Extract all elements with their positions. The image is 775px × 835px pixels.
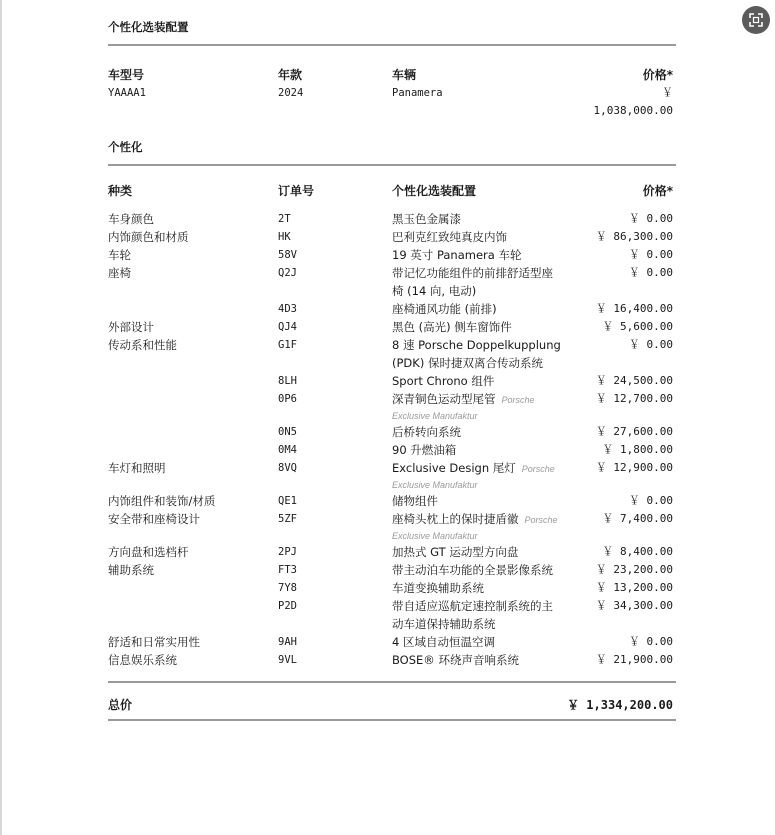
option-code: P2D: [278, 600, 297, 612]
option-category: 内饰组件和装饰/材质: [108, 494, 216, 508]
option-code: G1F: [278, 339, 297, 351]
option-code: Q2J: [278, 267, 297, 279]
option-code: 4D3: [278, 303, 297, 315]
model-row: [108, 84, 676, 120]
option-code: FT3: [278, 564, 297, 576]
option-category: 座椅: [108, 266, 131, 280]
option-description: [392, 543, 582, 561]
option-category: 车身颜色: [108, 212, 154, 226]
option-price: ￥ 27,600.00: [595, 425, 673, 438]
section-title-personalization: 个性化: [108, 140, 143, 154]
option-category: 外部设计: [108, 320, 154, 334]
option-price: ￥ 23,200.00: [595, 563, 673, 576]
option-price: ￥ 21,900.00: [595, 653, 673, 666]
option-description: [392, 492, 582, 510]
expand-button[interactable]: [742, 6, 770, 34]
option-description-line: 加热式 GT 运动型方向盘: [392, 545, 519, 559]
option-description-line: 后桥转向系统: [392, 425, 461, 439]
option-code: QE1: [278, 495, 297, 507]
header-option-price: 价格*: [642, 184, 673, 198]
option-description: [392, 264, 582, 300]
option-description: [392, 300, 582, 318]
option-description-line: [392, 459, 582, 478]
option-code: 0M4: [278, 444, 297, 456]
brand-sublabel: Exclusive Manufaktur: [392, 480, 478, 490]
table-row: [108, 336, 676, 372]
option-code: 2PJ: [278, 546, 297, 558]
table-row: [108, 510, 676, 543]
option-description-line: [392, 390, 582, 409]
model-code: YAAAA1: [108, 87, 146, 99]
option-price: ￥ 1,800.00: [602, 443, 673, 456]
option-description-line: 动车道保持辅助系统: [392, 617, 496, 631]
option-code: 7Y8: [278, 582, 297, 594]
option-description: [392, 579, 582, 597]
brand-label: Porsche: [524, 515, 558, 525]
option-description-line: BOSE® 环绕声音响系统: [392, 653, 519, 667]
option-price: ￥ 86,300.00: [595, 230, 673, 243]
header-vehicle: 车辆: [392, 68, 417, 82]
option-description: [392, 441, 582, 459]
option-list: [108, 210, 676, 669]
table-row: [108, 597, 676, 633]
header-model-code: 车型号: [108, 68, 145, 82]
option-description-text: 座椅头枕上的保时捷盾徽: [392, 512, 519, 526]
option-description: [392, 633, 582, 651]
table-row: [108, 579, 676, 597]
model-header-row: [108, 66, 676, 84]
option-description-line: [392, 510, 582, 529]
model-price-value: 1,038,000.00: [593, 104, 673, 117]
table-row: [108, 246, 676, 264]
brand-sublabel: Exclusive Manufaktur: [392, 531, 478, 541]
option-price: ￥ 5,600.00: [602, 320, 673, 333]
section-title-configuration: 个性化选装配置: [108, 20, 189, 34]
option-description: [392, 459, 582, 492]
option-description: [392, 246, 582, 264]
option-description-line: 椅 (14 向, 电动): [392, 284, 477, 298]
option-description-line: 车道变换辅助系统: [392, 581, 484, 595]
option-description: [392, 423, 582, 441]
option-code: HK: [278, 231, 291, 243]
model-price-currency: ￥: [662, 86, 673, 99]
option-category: 辅助系统: [108, 563, 154, 577]
option-price: ￥ 12,900.00: [595, 461, 673, 474]
table-row: [108, 210, 676, 228]
option-code: 5ZF: [278, 513, 297, 525]
option-category: 传动系和性能: [108, 338, 177, 352]
option-code: 2T: [278, 213, 291, 225]
option-category: 安全带和座椅设计: [108, 512, 200, 526]
option-category: 车轮: [108, 248, 131, 262]
brand-sublabel: Exclusive Manufaktur: [392, 411, 478, 421]
option-price: ￥ 12,700.00: [595, 392, 673, 405]
option-description-line: 19 英寸 Panamera 车轮: [392, 248, 522, 262]
option-description: [392, 510, 582, 543]
total-amount: ￥ 1,334,200.00: [567, 698, 673, 712]
option-price: ￥ 0.00: [628, 635, 673, 648]
header-option: 个性化选装配置: [392, 184, 477, 198]
table-row: [108, 318, 676, 336]
option-description-line: 带自适应巡航定速控制系统的主: [392, 599, 553, 613]
option-description-line: 带记忆功能组件的前排舒适型座: [392, 266, 553, 280]
option-code: 0P6: [278, 393, 297, 405]
table-row: [108, 633, 676, 651]
option-description: [392, 210, 582, 228]
option-category: 车灯和照明: [108, 461, 166, 475]
option-description-line: 座椅通风功能 (前排): [392, 302, 497, 316]
option-description-line: (PDK) 保时捷双离合传动系统: [392, 356, 543, 370]
option-description: [392, 390, 582, 423]
option-code: 0N5: [278, 426, 297, 438]
option-description-line: 8 速 Porsche Doppelkupplung: [392, 338, 561, 352]
option-code: QJ4: [278, 321, 297, 333]
table-row: [108, 390, 676, 423]
configuration-document: [108, 18, 676, 721]
option-code: 9VL: [278, 654, 297, 666]
options-header-row: [108, 182, 676, 200]
option-description: [392, 597, 582, 633]
option-description: [392, 372, 582, 390]
option-description-line: 黑色 (高光) 侧车窗饰件: [392, 320, 512, 334]
option-price: ￥ 24,500.00: [595, 374, 673, 387]
table-row: [108, 441, 676, 459]
header-order-no: 订单号: [278, 184, 315, 198]
option-price: ￥ 0.00: [628, 494, 673, 507]
option-category: 舒适和日常实用性: [108, 635, 200, 649]
option-category: 内饰颜色和材质: [108, 230, 189, 244]
option-description: [392, 561, 582, 579]
model-vehicle: Panamera: [392, 87, 443, 99]
option-category: 信息娱乐系统: [108, 653, 177, 667]
option-description-line: 储物组件: [392, 494, 438, 508]
option-code: 8VQ: [278, 462, 297, 474]
option-price: ￥ 7,400.00: [602, 512, 673, 525]
option-price: ￥ 0.00: [628, 212, 673, 225]
option-price: ￥ 0.00: [628, 338, 673, 351]
header-year: 年款: [278, 68, 303, 82]
divider: [108, 719, 676, 721]
table-row: [108, 300, 676, 318]
header-price: 价格*: [642, 68, 673, 82]
option-description-line: 巴利克红致纯真皮内饰: [392, 230, 507, 244]
table-row: [108, 372, 676, 390]
option-price: ￥ 34,300.00: [595, 599, 673, 612]
header-category: 种类: [108, 184, 133, 198]
option-code: 9AH: [278, 636, 297, 648]
option-description-text: 深青铜色运动型尾管: [392, 392, 496, 406]
option-description-line: 带主动泊车功能的全景影像系统: [392, 563, 553, 577]
table-row: [108, 651, 676, 669]
option-description-text: Exclusive Design 尾灯: [392, 461, 516, 475]
table-row: [108, 264, 676, 300]
option-code: 58V: [278, 249, 297, 261]
option-description: [392, 651, 582, 669]
table-row: [108, 423, 676, 441]
option-description-line: 4 区域自动恒温空调: [392, 635, 495, 649]
table-row: [108, 459, 676, 492]
option-price: ￥ 0.00: [628, 266, 673, 279]
table-row: [108, 228, 676, 246]
brand-label: Porsche: [521, 464, 555, 474]
option-description-line: 90 升燃油箱: [392, 443, 457, 457]
total-row: [108, 695, 676, 715]
expand-icon: [749, 13, 763, 27]
option-price: ￥ 16,400.00: [595, 302, 673, 315]
option-description: [392, 318, 582, 336]
table-row: [108, 561, 676, 579]
option-code: 8LH: [278, 375, 297, 387]
option-category: 方向盘和选档杆: [108, 545, 189, 559]
table-row: [108, 543, 676, 561]
option-description-line: 黑玉色金属漆: [392, 212, 461, 226]
option-price: ￥ 13,200.00: [595, 581, 673, 594]
option-description: [392, 336, 582, 372]
option-description-line: Sport Chrono 组件: [392, 374, 495, 388]
option-description: [392, 228, 582, 246]
model-year: 2024: [278, 87, 304, 99]
table-row: [108, 492, 676, 510]
option-price: ￥ 8,400.00: [602, 545, 673, 558]
model-price: [594, 84, 673, 120]
total-label: 总价: [108, 698, 133, 712]
option-price: ￥ 0.00: [628, 248, 673, 261]
brand-label: Porsche: [501, 395, 535, 405]
